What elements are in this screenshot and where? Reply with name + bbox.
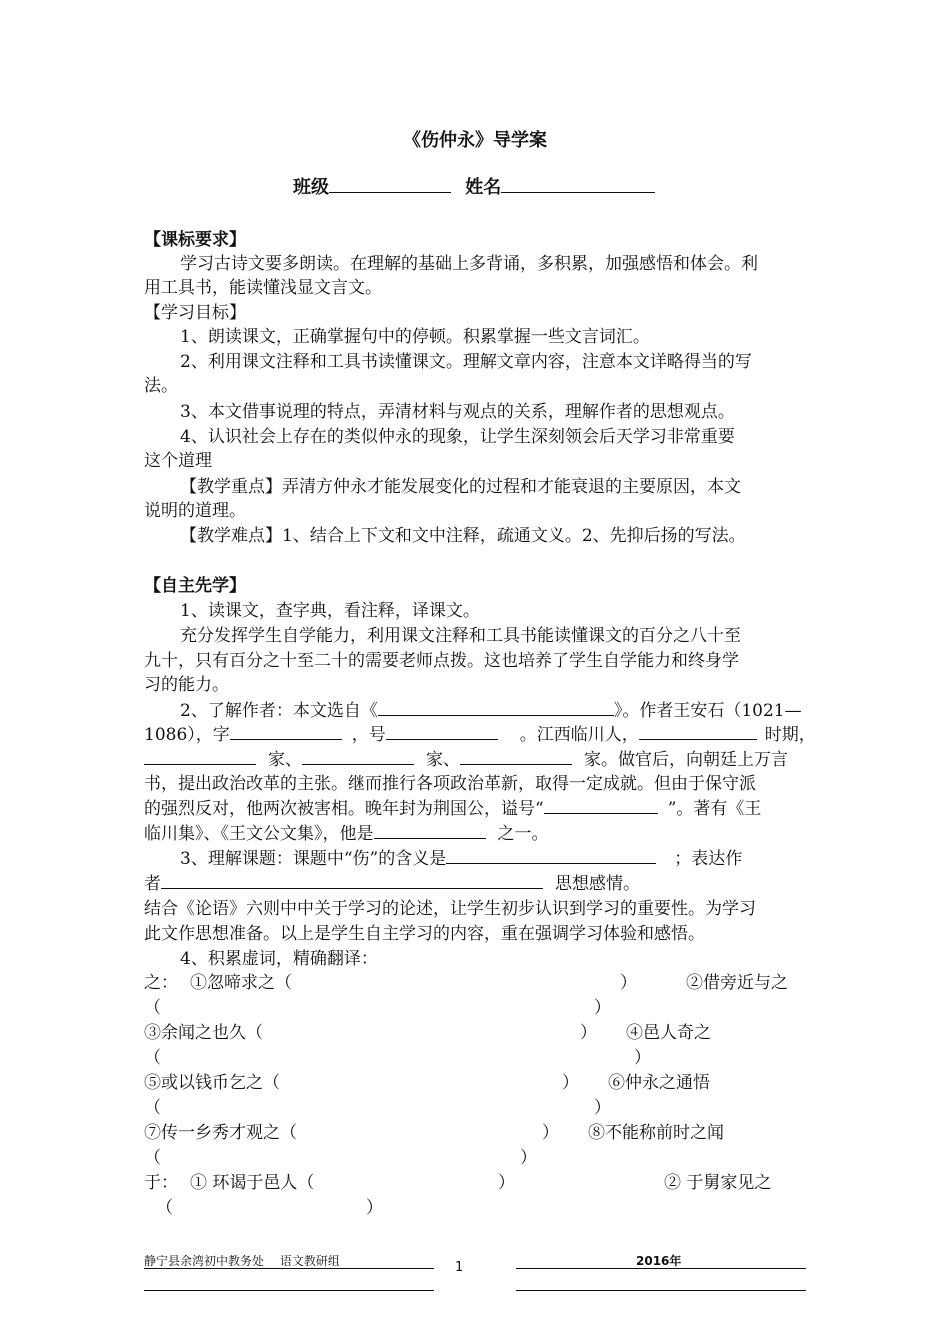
feeling-blank[interactable] (161, 872, 543, 889)
title-understanding-text: 结合《论语》六则中中关于学习的论述，让学生初步认识到学习的重要性。为学习 (144, 899, 756, 919)
curriculum-text-line: 学习古诗文要多朗读。在理解的基础上多背诵，多积累，加强感悟和体会。利 (180, 254, 758, 274)
yu-item-1: ① 环谒于邑人（ (190, 1173, 315, 1193)
zhi-item-7: ⑦传一乡秀才观之（ (144, 1123, 297, 1143)
footer-left: 静宁县余湾初中教务处 语文教研组 (144, 1254, 340, 1268)
courtesy-name-blank[interactable] (230, 723, 342, 740)
class-label: 班级 (293, 177, 329, 198)
open-paren: （ (144, 998, 161, 1018)
close-paren: ） (366, 1198, 383, 1218)
footer-rule (144, 1290, 434, 1291)
goal-item: 这个道理 (144, 451, 212, 471)
identity-blank-2[interactable] (302, 748, 414, 765)
goal-item: 3、本文借事说理的特点，弄清材料与观点的关系，理解作者的思想观点。 (180, 402, 735, 422)
zhi-item-4: ④邑人奇之 (626, 1023, 711, 1043)
section-goals-heading: 【学习目标】 (144, 303, 246, 323)
one-of-blank[interactable] (374, 822, 486, 839)
teaching-difficulty: 【教学难点】1、结合上下文和文中注释，疏通文义。2、先抑后扬的写法。 (180, 526, 746, 546)
open-paren: （ (144, 1098, 161, 1118)
posthumous-name-blank[interactable] (544, 797, 658, 814)
footer-rule (516, 1268, 806, 1269)
zhi-label: 之： (144, 973, 178, 993)
pen-name-blank[interactable] (386, 723, 498, 740)
close-paren: ） (594, 1098, 611, 1118)
function-words-heading: 4、积累虚词，精确翻译： (180, 949, 378, 969)
title-understanding-text: 此文作思想准备。以上是学生自主学习的内容，重在强调学习体验和感悟。 (144, 924, 705, 944)
selfstudy-text: 充分发挥学生自学能力，利用课文注释和工具书能读懂课文的百分之八十至 (180, 626, 741, 646)
teaching-focus: 说明的道理。 (144, 501, 246, 521)
footer-right: 2016年 (636, 1254, 682, 1268)
title-understanding-line: 者 思想感情。 (144, 874, 640, 894)
author-line: 1086），字 ，号 。江西临川人， 时期， (144, 725, 816, 745)
close-paren: ） (594, 998, 611, 1018)
open-paren: （ (144, 1048, 161, 1068)
close-paren: ） (542, 1123, 559, 1143)
author-line: 的强烈反对，他两次被害相。晚年封为荆国公，谥号“ ”。著有《王 (144, 799, 762, 819)
zhi-item-8: ⑧不能称前时之闻 (588, 1123, 724, 1143)
goal-item: 2、利用课文注释和工具书读懂课文。理解文章内容，注意本文详略得当的写 (180, 352, 752, 372)
identity-blank-1[interactable] (144, 748, 256, 765)
identity-blank-3[interactable] (460, 748, 572, 765)
header-line (293, 176, 655, 200)
close-paren: ） (580, 1023, 597, 1043)
author-line: 临川集》、《王文公文集》，他是 之一。 (144, 824, 549, 844)
yu-item-2: ② 于舅家见之 (664, 1173, 772, 1193)
class-field[interactable] (329, 176, 451, 193)
close-paren: ） (498, 1173, 515, 1193)
selfstudy-text: 九十，只有百分之十至二十的需要老师点拨。这也培养了学生自学能力和终身学 (144, 651, 739, 671)
goal-item: 1、朗读课文，正确掌握句中的停顿。积累掌握一些文言词汇。 (180, 327, 650, 347)
curriculum-text-line: 用工具书，能读懂浅显文言文。 (144, 278, 382, 298)
title-understanding-line: 3、理解课题：课题中“伤”的含义是 ；表达作 (180, 849, 743, 869)
zhi-item-3: ③余闻之也久（ (144, 1023, 263, 1043)
meaning-blank[interactable] (446, 847, 656, 864)
name-label: 姓名 (465, 177, 502, 198)
open-paren: （ (144, 1148, 161, 1168)
author-line: 2、了解作者：本文选自《 》。作者王安石（1021— (180, 701, 802, 721)
page-title: 《伤仲永》导学案 (403, 130, 547, 151)
source-blank[interactable] (378, 699, 614, 716)
yu-label: 于： (144, 1173, 178, 1193)
zhi-item-1: ①忽啼求之（ (190, 973, 292, 993)
selfstudy-text: 习的能力。 (144, 675, 229, 695)
footer-rule (144, 1268, 434, 1269)
goal-item: 4、认识社会上存在的类似仲永的现象，让学生深刻领会后天学习非常重要 (180, 427, 735, 447)
teaching-focus: 【教学重点】弄清方仲永才能发展变化的过程和才能衰退的主要原因，本文 (180, 477, 741, 497)
dynasty-blank[interactable] (639, 723, 757, 740)
close-paren: ） (562, 1073, 579, 1093)
author-line: 家、 家、 家。做官后，向朝廷上万言 (144, 748, 788, 772)
footer-page-number: 1 (455, 1260, 464, 1275)
zhi-item-2: ②借旁近与之 (686, 973, 788, 993)
zhi-item-5: ⑤或以钱币乞之（ (144, 1073, 280, 1093)
goal-item: 法。 (144, 376, 178, 396)
open-paren: （ (156, 1198, 173, 1218)
close-paren: ） (520, 1148, 537, 1168)
close-paren: ） (634, 1048, 651, 1068)
selfstudy-item: 1、读课文，查字典，看注释，译课文。 (180, 601, 480, 621)
name-field[interactable] (501, 176, 655, 193)
zhi-item-6: ⑥仲永之通悟 (608, 1073, 710, 1093)
footer-rule (516, 1290, 806, 1291)
section-curriculum-heading: 【课标要求】 (144, 230, 246, 250)
section-selfstudy-heading: 【自主先学】 (144, 576, 246, 596)
close-paren: ） (620, 973, 637, 993)
author-line: 书，提出政治改革的主张。继而推行各项政治革新，取得一定成就。但由于保守派 (144, 774, 756, 794)
